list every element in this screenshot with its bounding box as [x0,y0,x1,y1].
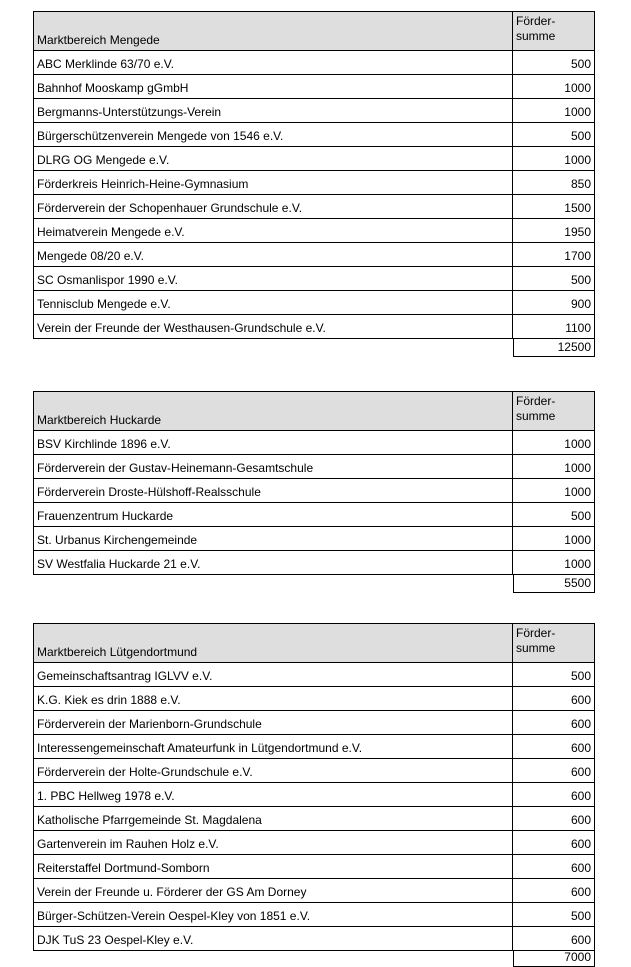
table-row [33,503,595,527]
amount: 1000 [564,437,591,451]
org-name: SV Westfalia Huckarde 21 e.V. [34,551,513,574]
org-name: SC Osmanlispor 1990 e.V. [34,267,513,290]
table-row [33,807,595,831]
sum-header-line1: Förder- [516,394,556,408]
table-row [33,551,595,575]
amount: 1100 [565,321,591,335]
amount: 1000 [564,533,591,547]
amount: 1950 [564,225,591,239]
table-row [33,711,595,735]
amount: 1000 [564,81,591,95]
org-name: Bahnhof Mooskamp gGmbH [34,75,513,98]
section-total: 7000 [513,951,595,967]
table-row [33,879,595,903]
org-name: Verein der Freunde der Westhausen-Grundschule e.V. [34,315,513,338]
org-name: DLRG OG Mengede e.V. [34,147,513,170]
sum-header-line1: Förder- [516,626,556,640]
table-header [33,391,595,431]
amount: 1700 [564,249,591,263]
table-row [33,783,595,807]
org-name: Bürgerschützenverein Mengede von 1546 e.V. [34,123,513,146]
org-name: Reiterstaffel Dortmund-Somborn [34,855,513,878]
table-row [33,243,595,267]
section-title: Marktbereich Mengede [34,12,513,50]
org-name: Förderverein Droste-Hülshoff-Realsschule [34,479,513,502]
org-name: Interessengemeinschaft Amateurfunk in Lütgendortmund e.V. [34,735,513,758]
table-row [33,927,595,951]
section-title: Marktbereich Lütgendortmund [34,624,513,662]
amount: 600 [570,693,591,707]
table-luetgendortmund [33,623,595,967]
amount: 600 [570,837,591,851]
table-row [33,527,595,551]
org-name: Heimatverein Mengede e.V. [34,219,513,242]
table-mengede [33,11,595,357]
table-row [33,431,595,455]
org-name: Gemeinschaftsantrag IGLVV e.V. [34,663,513,686]
amount: 600 [570,765,591,779]
amount: 600 [570,717,591,731]
amount: 500 [570,57,591,71]
amount: 1000 [564,557,591,571]
org-name: Mengede 08/20 e.V. [34,243,513,266]
amount: 1000 [564,153,591,167]
org-name: Förderverein der Holte-Grundschule e.V. [34,759,513,782]
sum-header-line2: summe [516,641,556,655]
sum-header-line2: summe [516,409,556,423]
table-row [33,663,595,687]
table-row [33,195,595,219]
org-name: Gartenverein im Rauhen Holz e.V. [34,831,513,854]
table-row [33,759,595,783]
amount: 1000 [564,461,591,475]
table-row [33,123,595,147]
org-name: Bergmanns-Unterstützungs-Verein [34,99,513,122]
amount: 600 [570,933,591,947]
sum-column-header [513,392,594,430]
org-name: Verein der Freunde u. Förderer der GS Am Dorney [34,879,513,902]
table-header [33,623,595,663]
amount: 900 [570,297,591,311]
amount: 600 [570,741,591,755]
amount: 600 [570,861,591,875]
table-row [33,315,595,339]
table-row [33,455,595,479]
table-row [33,75,595,99]
amount: 1500 [564,201,591,215]
org-name: ABC Merklinde 63/70 e.V. [34,51,513,74]
sum-column-header [513,624,594,662]
org-name: Katholische Pfarrgemeinde St. Magdalena [34,807,513,830]
table-row [33,219,595,243]
amount: 500 [570,273,591,287]
org-name: Frauenzentrum Huckarde [34,503,513,526]
section-total: 5500 [513,575,595,593]
org-name: Förderkreis Heinrich-Heine-Gymnasium [34,171,513,194]
amount: 500 [570,669,591,683]
table-row [33,99,595,123]
org-name: Bürger-Schützen-Verein Oespel-Kley von 1851 e.V. [34,903,513,926]
table-row [33,171,595,195]
org-name: Tennisclub Mengede e.V. [34,291,513,314]
table-row [33,687,595,711]
table-row [33,267,595,291]
org-name: DJK TuS 23 Oespel-Kley e.V. [34,927,513,950]
amount: 500 [570,909,591,923]
table-row [33,903,595,927]
amount: 1000 [564,485,591,499]
org-name: Förderverein der Gustav-Heinemann-Gesamtschule [34,455,513,478]
amount: 850 [570,177,591,191]
table-huckarde [33,391,595,593]
amount: 600 [570,813,591,827]
section-title: Marktbereich Huckarde [34,392,513,430]
amount: 600 [570,885,591,899]
sum-header-line1: Förder- [516,14,556,28]
table-header [33,11,595,51]
org-name: 1. PBC Hellweg 1978 e.V. [34,783,513,806]
org-name: BSV Kirchlinde 1896 e.V. [34,431,513,454]
org-name: Förderverein der Schopenhauer Grundschule e.V. [34,195,513,218]
table-row [33,831,595,855]
org-name: Förderverein der Marienborn-Grundschule [34,711,513,734]
sum-header-line2: summe [516,29,556,43]
amount: 600 [570,789,591,803]
amount: 500 [570,129,591,143]
table-row [33,855,595,879]
table-row [33,147,595,171]
sum-column-header [513,12,594,50]
amount: 500 [570,509,591,523]
amount: 1000 [564,105,591,119]
org-name: K.G. Kiek es drin 1888 e.V. [34,687,513,710]
table-row [33,291,595,315]
table-row [33,479,595,503]
table-row [33,51,595,75]
section-total: 12500 [513,339,595,357]
table-row [33,735,595,759]
org-name: St. Urbanus Kirchengemeinde [34,527,513,550]
